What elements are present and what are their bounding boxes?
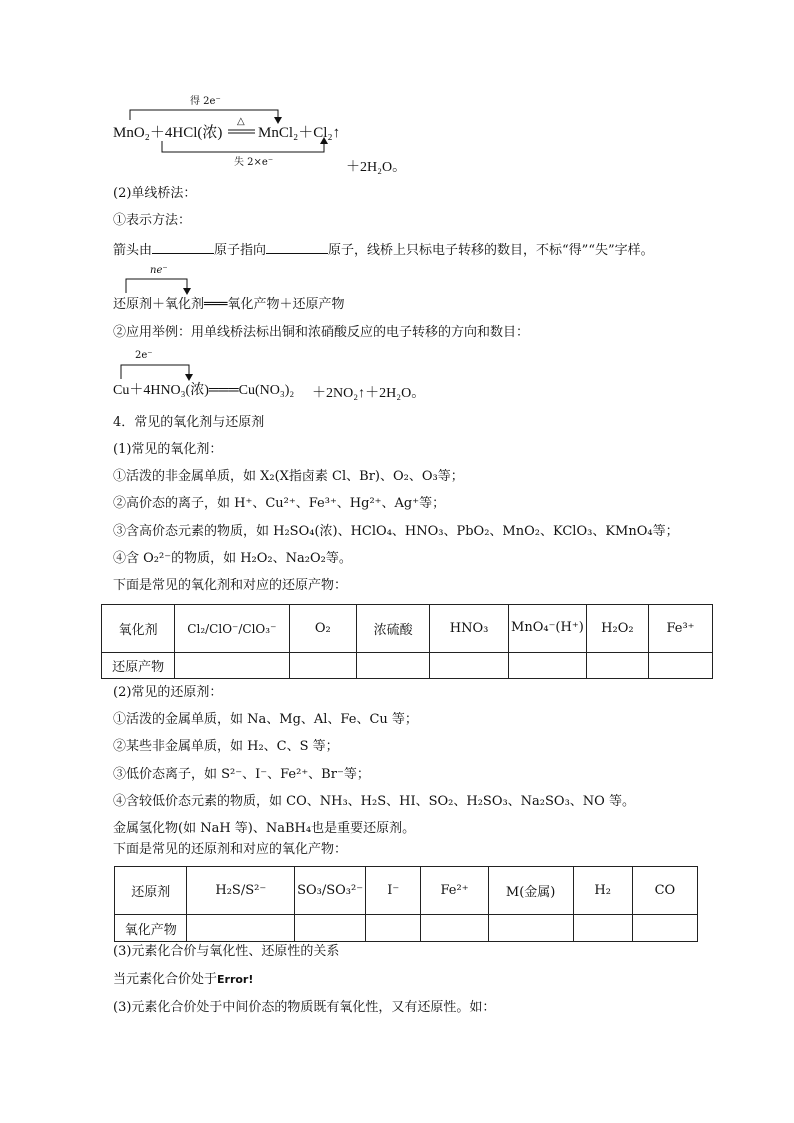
eq1-heat-symbol: △ [237, 116, 245, 127]
method-title: ①表示方法： [113, 213, 192, 228]
eq3-label: 2e⁻ [135, 350, 153, 361]
section-4-title: 4．常见的氧化剂与还原剂 [113, 415, 265, 430]
ox-cell-1: Cl₂/ClO⁻/ClO₃⁻ [175, 605, 289, 653]
section-2-title: (2)单线桥法： [113, 186, 197, 201]
red-cell-2: SO₃/SO₃²⁻ [295, 867, 366, 915]
eq2-label: ne⁻ [150, 265, 168, 276]
ox-cell-7: Fe³⁺ [648, 605, 712, 653]
red-empty-cell [632, 915, 697, 942]
reductant-title: (2)常见的还原剂： [113, 685, 223, 700]
reductant-note: 金属氢化物(如 NaH 等)、NaBH₄也是重要还原剂。 [113, 821, 416, 836]
intermediate-valence-text: (3)元素化合价处于中间价态的物质既有氧化性，又有还原性。如： [113, 1000, 496, 1015]
ox-cell-2: O₂ [289, 605, 356, 653]
valence-relation-title: (3)元素化合价与氧化性、还原性的关系 [113, 944, 340, 959]
ox-empty-cell [509, 653, 587, 679]
ox-cell-3: 浓硫酸 [356, 605, 429, 653]
red-empty-cell [295, 915, 366, 942]
red-empty-cell [187, 915, 295, 942]
eq1-loss-label: 失 2×e⁻ [234, 157, 274, 168]
reductant-table-intro: 下面是常见的还原剂和对应的氧化产物： [113, 842, 348, 857]
valence-line [113, 972, 253, 988]
reductant-item-3: ③低价态离子，如 S²⁻、I⁻、Fe²⁺、Br⁻等； [113, 767, 370, 782]
reductant-item-1: ①活泼的金属单质，如 Na、Mg、Al、Fe、Cu 等； [113, 712, 418, 727]
oxidizer-table-intro: 下面是常见的氧化剂和对应的还原产物： [113, 578, 348, 593]
red-cell-3: I⁻ [366, 867, 421, 915]
ox-empty-cell [175, 653, 289, 679]
oxidizer-title: (1)常见的氧化剂： [113, 442, 223, 457]
oxidizer-item-1: ①活泼的非金属单质，如 X₂(X指卤素 Cl、Br)、O₂、O₃等； [113, 469, 464, 484]
ox-cell-5: MnO₄⁻(H⁺) [509, 605, 587, 653]
eq1-tail: ＋2H₂O。 [346, 160, 407, 175]
ox-empty-cell [356, 653, 429, 679]
eq3-tail: ＋2NO₂↑＋2H₂O。 [312, 386, 426, 401]
red-empty-cell [488, 915, 573, 942]
method-text-a: 箭头由 [113, 243, 153, 258]
oxidizer-item-4: ④含 O₂²⁻的物质，如 H₂O₂、Na₂O₂等。 [113, 551, 352, 566]
red-empty-cell [366, 915, 421, 942]
ox-empty-cell [586, 653, 648, 679]
ox-cell-6: H₂O₂ [586, 605, 648, 653]
red-row2-label: 氧化产物 [115, 915, 187, 942]
eq1-gain-label: 得 2e⁻ [190, 96, 221, 107]
method-text-c: 原子，线桥上只标电子转移的数目，不标“得”“失”字样。 [328, 243, 654, 258]
red-cell-4: Fe²⁺ [421, 867, 488, 915]
eq2-text: 还原剂＋氧化剂═══氧化产物＋还原产物 [113, 297, 345, 312]
ox-row2-label: 还原产物 [102, 653, 175, 679]
red-empty-cell [421, 915, 488, 942]
red-cell-1: H₂S/S²⁻ [187, 867, 295, 915]
red-header-label: 还原剂 [115, 867, 187, 915]
oxidizer-item-2: ②高价态的离子，如 H⁺、Cu²⁺、Fe³⁺、Hg²⁺、Ag⁺等； [113, 496, 446, 511]
reductant-item-4: ④含较低价态元素的物质，如 CO、NH₃、H₂S、HI、SO₂、H₂SO₃、Na₂SO₃、NO 等。 [113, 794, 635, 809]
eq3-bridge-line [0, 0, 794, 400]
ox-cell-4: HNO₃ [430, 605, 509, 653]
reductant-item-2: ②某些非金属单质，如 H₂、C、S 等； [113, 739, 339, 754]
ox-header-label: 氧化剂 [102, 605, 175, 653]
ox-empty-cell [289, 653, 356, 679]
eq1-left: MnO₂＋4HCl(浓) [113, 125, 223, 141]
red-cell-6: H₂ [573, 867, 632, 915]
example-title: ②应用举例：用单线桥法标出铜和浓硝酸反应的电子转移的方向和数目： [113, 325, 530, 340]
eq3-left: Cu＋4HNO₃(浓)═══Cu(NO₃)₂ [113, 383, 295, 398]
valence-line-text: 当元素化合价处于 [113, 972, 218, 987]
method-text-b: 原子指向 [214, 243, 267, 258]
oxidizer-table [101, 604, 713, 679]
red-cell-5: M(金属) [488, 867, 573, 915]
reductant-table [114, 866, 698, 942]
red-empty-cell [573, 915, 632, 942]
error-marker: Error! [217, 973, 254, 986]
eq1-right: MnCl₂＋Cl₂↑ [258, 125, 341, 141]
red-cell-7: CO [632, 867, 697, 915]
ox-empty-cell [648, 653, 712, 679]
oxidizer-item-3: ③含高价态元素的物质，如 H₂SO₄(浓)、HClO₄、HNO₃、PbO₂、MnO₂、KClO₃、KMnO₄等； [113, 524, 679, 539]
ox-empty-cell [430, 653, 509, 679]
